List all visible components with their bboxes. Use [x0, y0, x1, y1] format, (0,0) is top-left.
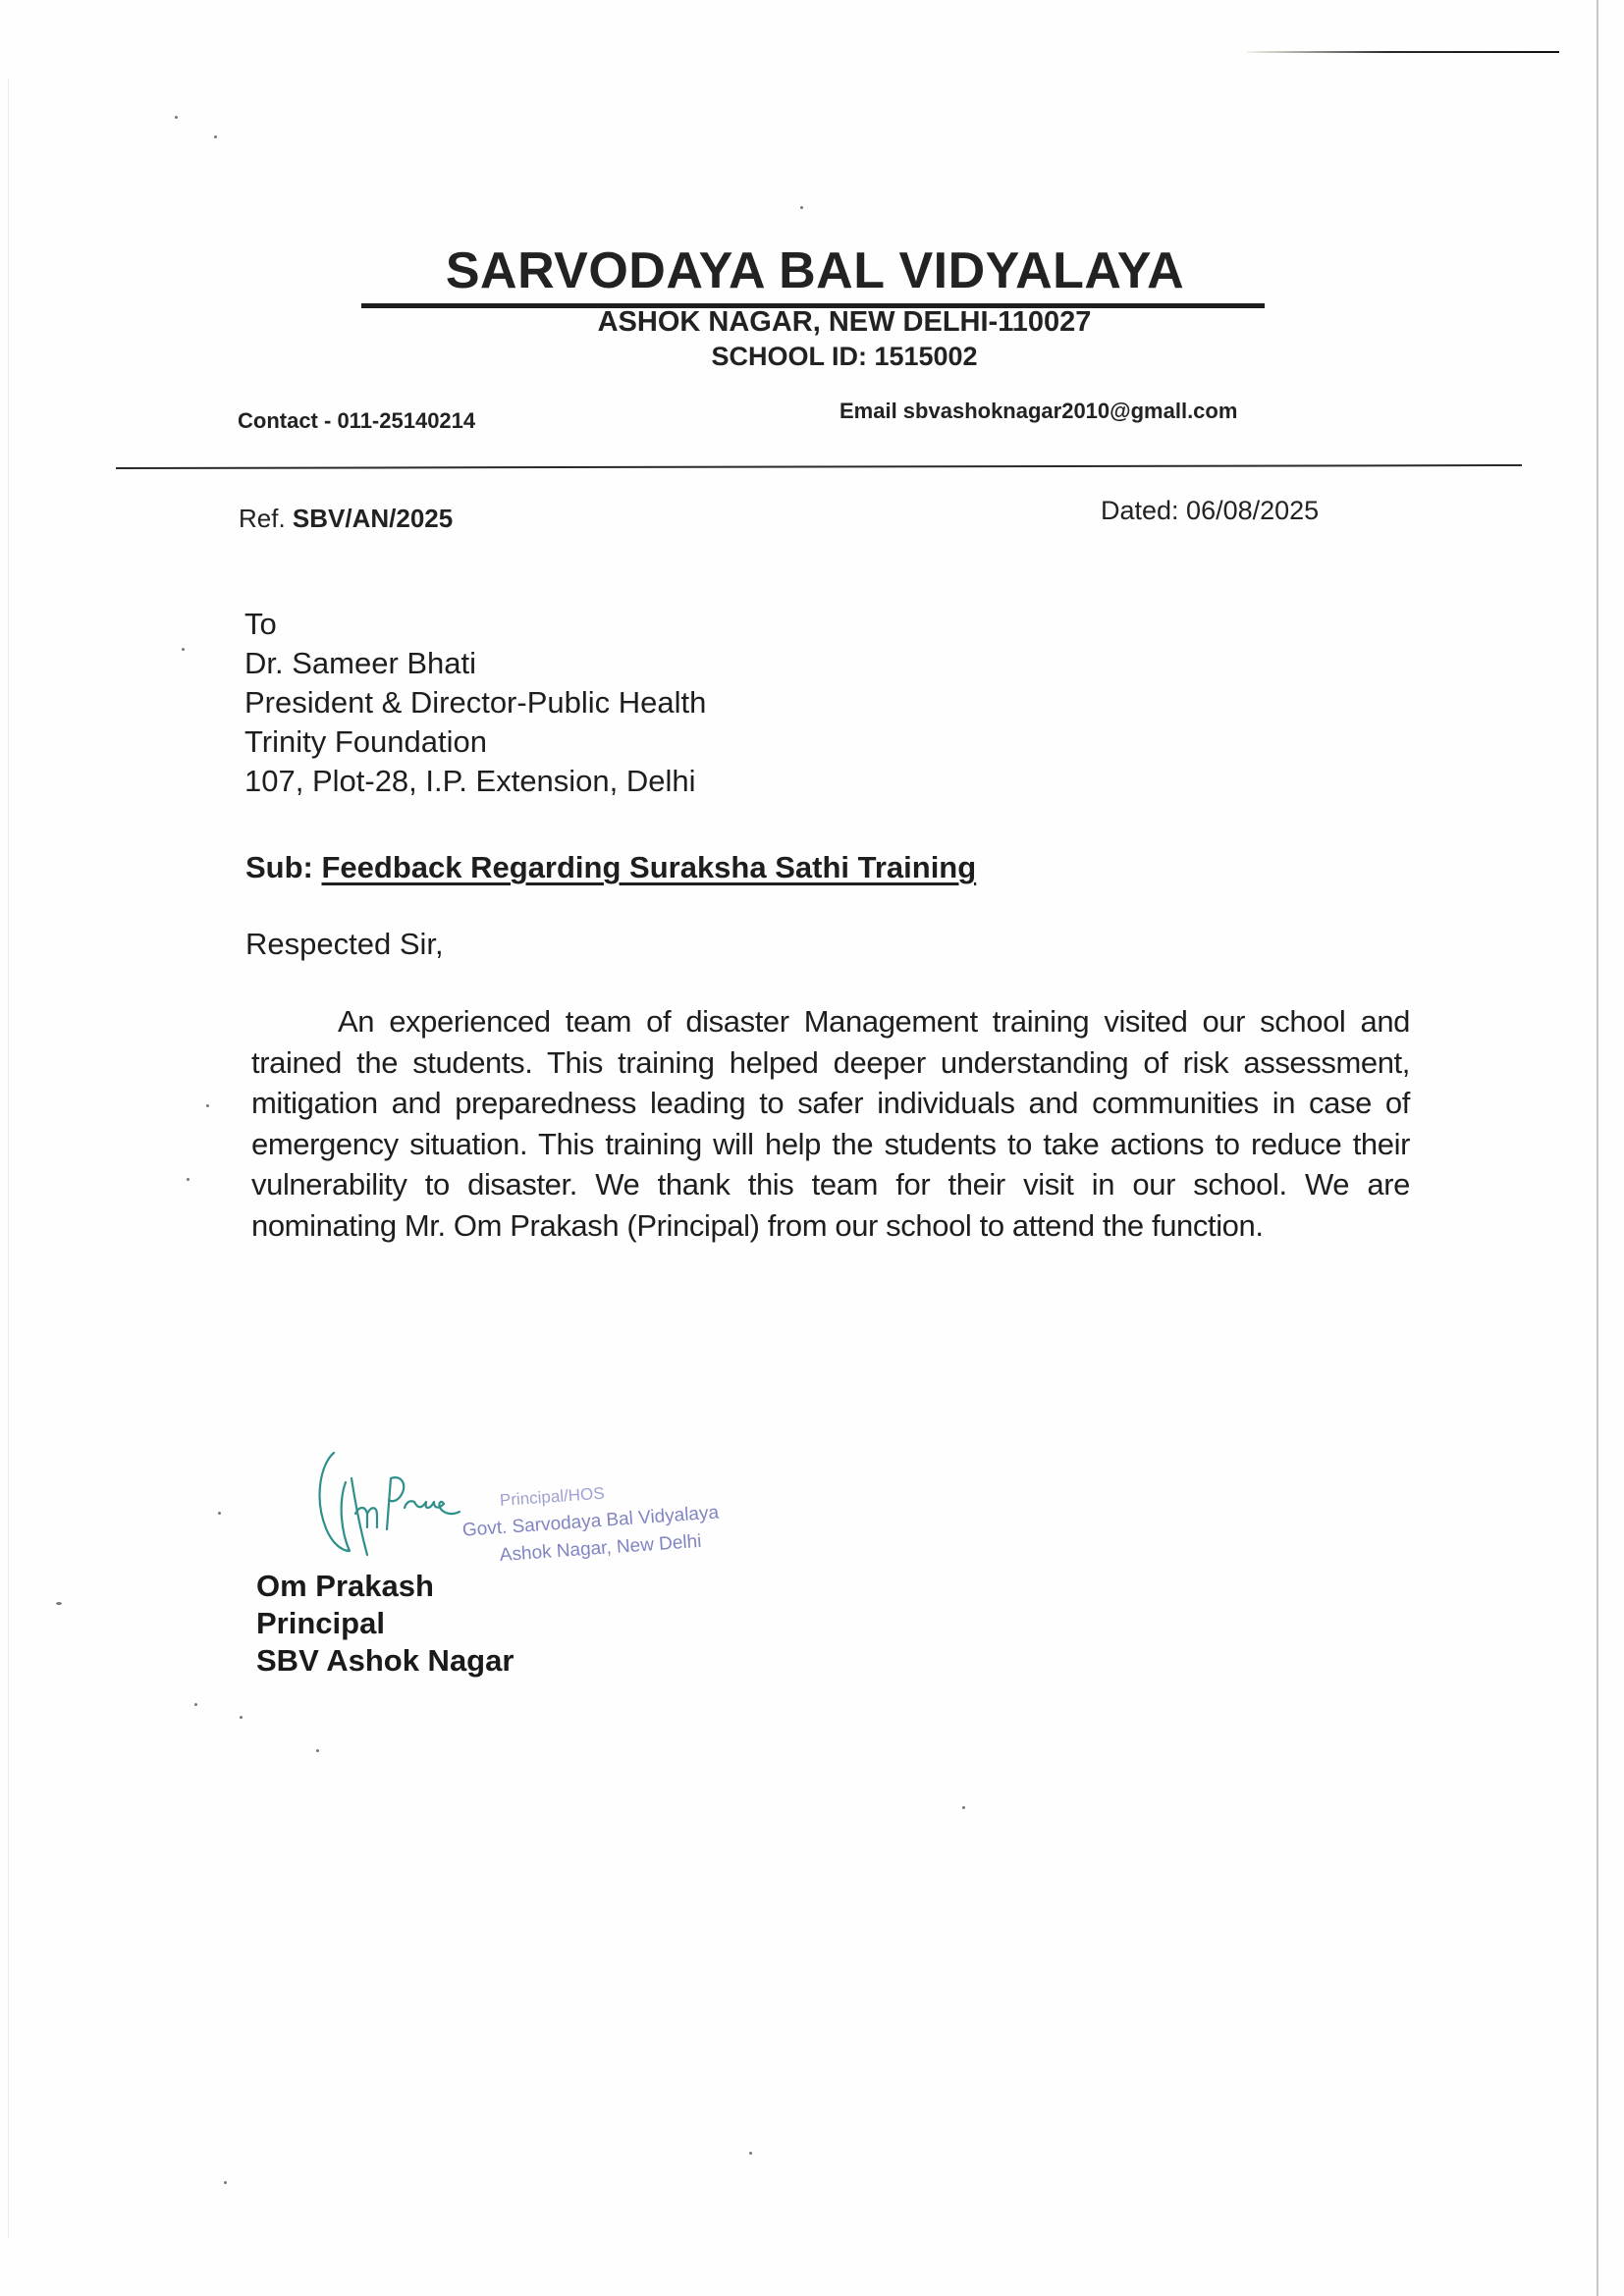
signatory-name: Om Prakash: [256, 1569, 434, 1603]
scan-speck: [187, 1178, 189, 1181]
signatory-designation: Principal: [256, 1606, 385, 1640]
scan-edge-right: [1597, 0, 1598, 2296]
reference-number: [239, 504, 453, 534]
stamp-line-location: Ashok Nagar, New Delhi: [499, 1530, 703, 1567]
subject-line: [245, 850, 976, 885]
addressee-address: 107, Plot-28, I.P. Extension, Delhi: [244, 764, 696, 798]
reference-label: Ref.: [239, 504, 286, 533]
subject-label: Sub:: [245, 850, 313, 884]
scan-speck: [175, 116, 178, 119]
scan-speck: [56, 1602, 62, 1605]
scan-speck: [206, 1104, 209, 1107]
addressee-name: Dr. Sameer Bhati: [244, 646, 477, 680]
scan-speck: [218, 1512, 221, 1515]
contact-number: Contact - 011-25140214: [238, 408, 476, 433]
header-divider: [116, 464, 1522, 469]
letter-date: Dated: 06/08/2025: [1101, 496, 1320, 525]
school-address: ASHOK NAGAR, NEW DELHI-110027: [597, 306, 1092, 338]
email-address: Email sbvashoknagar2010@gmall.com: [839, 399, 1238, 423]
signatory-institution: SBV Ashok Nagar: [256, 1643, 514, 1678]
scan-speck: [224, 2181, 227, 2184]
subject-text: Feedback Regarding Suraksha Sathi Training: [321, 850, 977, 884]
school-id: SCHOOL ID: 1515002: [711, 342, 978, 371]
top-edge-rule: [1247, 51, 1559, 53]
stamp-line-school: Govt. Sarvodaya Bal Vidyalaya: [461, 1502, 720, 1541]
addressee-title: President & Director-Public Health: [244, 685, 707, 720]
scan-speck: [800, 206, 803, 209]
scan-speck: [240, 1716, 243, 1719]
addressee-block: [244, 605, 706, 801]
stamp-line-designation: Principal/HOS: [499, 1483, 606, 1511]
school-name: SARVODAYA BAL VIDYALAYA: [445, 242, 1185, 299]
addressee-to: To: [244, 607, 277, 641]
scan-speck: [962, 1806, 965, 1809]
scan-speck: [182, 648, 185, 651]
scan-speck: [194, 1703, 197, 1706]
handwritten-signature: [312, 1445, 469, 1563]
scan-edge-left: [8, 79, 9, 2238]
addressee-organization: Trinity Foundation: [244, 724, 487, 759]
scan-speck: [316, 1749, 319, 1752]
signatory-block: [256, 1568, 514, 1680]
scan-speck: [214, 135, 217, 138]
salutation: Respected Sir,: [245, 927, 444, 961]
scan-speck: [749, 2152, 752, 2155]
reference-value: SBV/AN/2025: [292, 504, 454, 533]
letter-body: An experienced team of disaster Management training visited our school and trained the students. This training helped deeper understanding of risk assessment, mitigation and preparedness leading to safer individuals and communities in case of emergency situation. This training will help the students to take actions to reduce their vulnerability to disaster. We thank this team for their visit in our school. We are nominating Mr. Om Prakash (Principal) from our school to attend the function.: [251, 1004, 1410, 1243]
